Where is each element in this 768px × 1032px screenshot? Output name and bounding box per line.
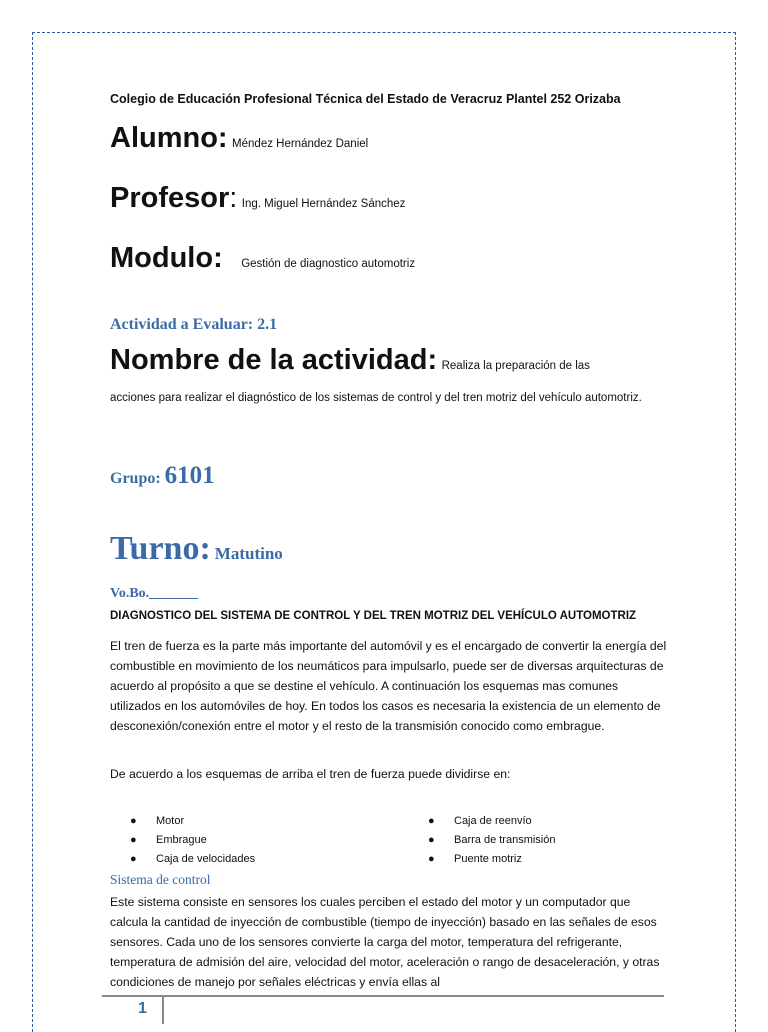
actividad-evaluar: Actividad a Evaluar: 2.1: [110, 316, 278, 333]
list-item: ● Caja de velocidades: [128, 850, 255, 869]
component-list-left: [128, 812, 255, 869]
bullet-icon: ●: [130, 815, 137, 827]
vobo-line: Vo.Bo._______: [110, 586, 199, 601]
sistema-control-heading: Sistema de control: [110, 872, 211, 887]
nombre-label: Nombre de la actividad:: [110, 344, 438, 376]
list-item: ● Embrague: [128, 831, 255, 850]
bullet-icon: ●: [428, 815, 435, 827]
footer-divider-vertical: [162, 995, 164, 1024]
profesor-value: Ing. Miguel Hernández Sánchez: [241, 198, 406, 210]
school-name: Colegio de Educación Profesional Técnica del Estado de Veracruz Plantel 252 Orizaba: [110, 92, 621, 106]
turno-label: Turno:: [110, 530, 211, 567]
modulo-value: Gestión de diagnostico automotriz: [241, 258, 416, 270]
bullet-icon: ●: [130, 853, 137, 865]
paragraph-tren-fuerza: El tren de fuerza es la parte más importante del automóvil y es el encargado de convertir la energía del combustible en movimiento de los neumáticos para impulsarlo, puede ser de diversas arquitecturas de acuerdo al propósito a que se destine el vehículo. A continuación los esquemas mas comunes utilizados en los automóviles de hoy. En todos los casos es necesaria la existencia de un elemento de desconexión/conexión entre el motor y el resto de la transmisión conocido como embrague.: [110, 639, 667, 733]
paragraph-division: De acuerdo a los esquemas de arriba el tren de fuerza puede dividirse en:: [110, 767, 511, 781]
paragraph-sistema-control: Este sistema consiste en sensores los cuales perciben el estado del motor y un computador que calcula la cantidad de inyección de combustible (tiempo de inyección) basado en las señales de esos sensores. Cada uno de los sensores convierte la carga del motor, temperatura del refrigerante, temperatura de admisión del aire, velocidad del motor, aceleración o rango de desaceleración, y otras condiciones de manejo por señales eléctricas y envía ellas al: [110, 895, 660, 989]
bullet-icon: ●: [428, 834, 435, 846]
list-item: ● Motor: [128, 812, 255, 831]
alumno-label: Alumno:: [110, 122, 228, 154]
grupo-value: 6101: [164, 462, 215, 489]
list-item: ● Caja de reenvío: [426, 812, 556, 831]
nombre-actividad-row: [110, 344, 590, 377]
profesor-row: [110, 182, 405, 215]
page-number: 1: [138, 1000, 147, 1017]
section-heading: DIAGNOSTICO DEL SISTEMA DE CONTROL Y DEL TREN MOTRIZ DEL VEHÍCULO AUTOMOTRIZ: [110, 610, 637, 622]
grupo-row: [110, 462, 215, 490]
modulo-label: Modulo:: [110, 242, 223, 274]
nombre-value-continuation: acciones para realizar el diagnóstico de los sistemas de control y del tren motriz del vehículo automotriz.: [110, 392, 642, 404]
profesor-label: Profesor: [110, 182, 230, 214]
grupo-label: Grupo:: [110, 470, 161, 487]
footer-divider: [102, 995, 664, 997]
list-item: ● Puente motriz: [426, 850, 556, 869]
profesor-colon: :: [229, 182, 238, 214]
turno-value: Matutino: [214, 544, 283, 563]
alumno-value: Méndez Hernández Daniel: [232, 138, 369, 150]
list-item: ● Barra de transmisión: [426, 831, 556, 850]
alumno-row: [110, 122, 368, 155]
modulo-row: [110, 242, 415, 275]
nombre-value-start: Realiza la preparación de las: [441, 360, 590, 372]
component-list-right: [426, 812, 556, 869]
turno-row: [110, 530, 283, 568]
bullet-icon: ●: [130, 834, 137, 846]
bullet-icon: ●: [428, 853, 435, 865]
